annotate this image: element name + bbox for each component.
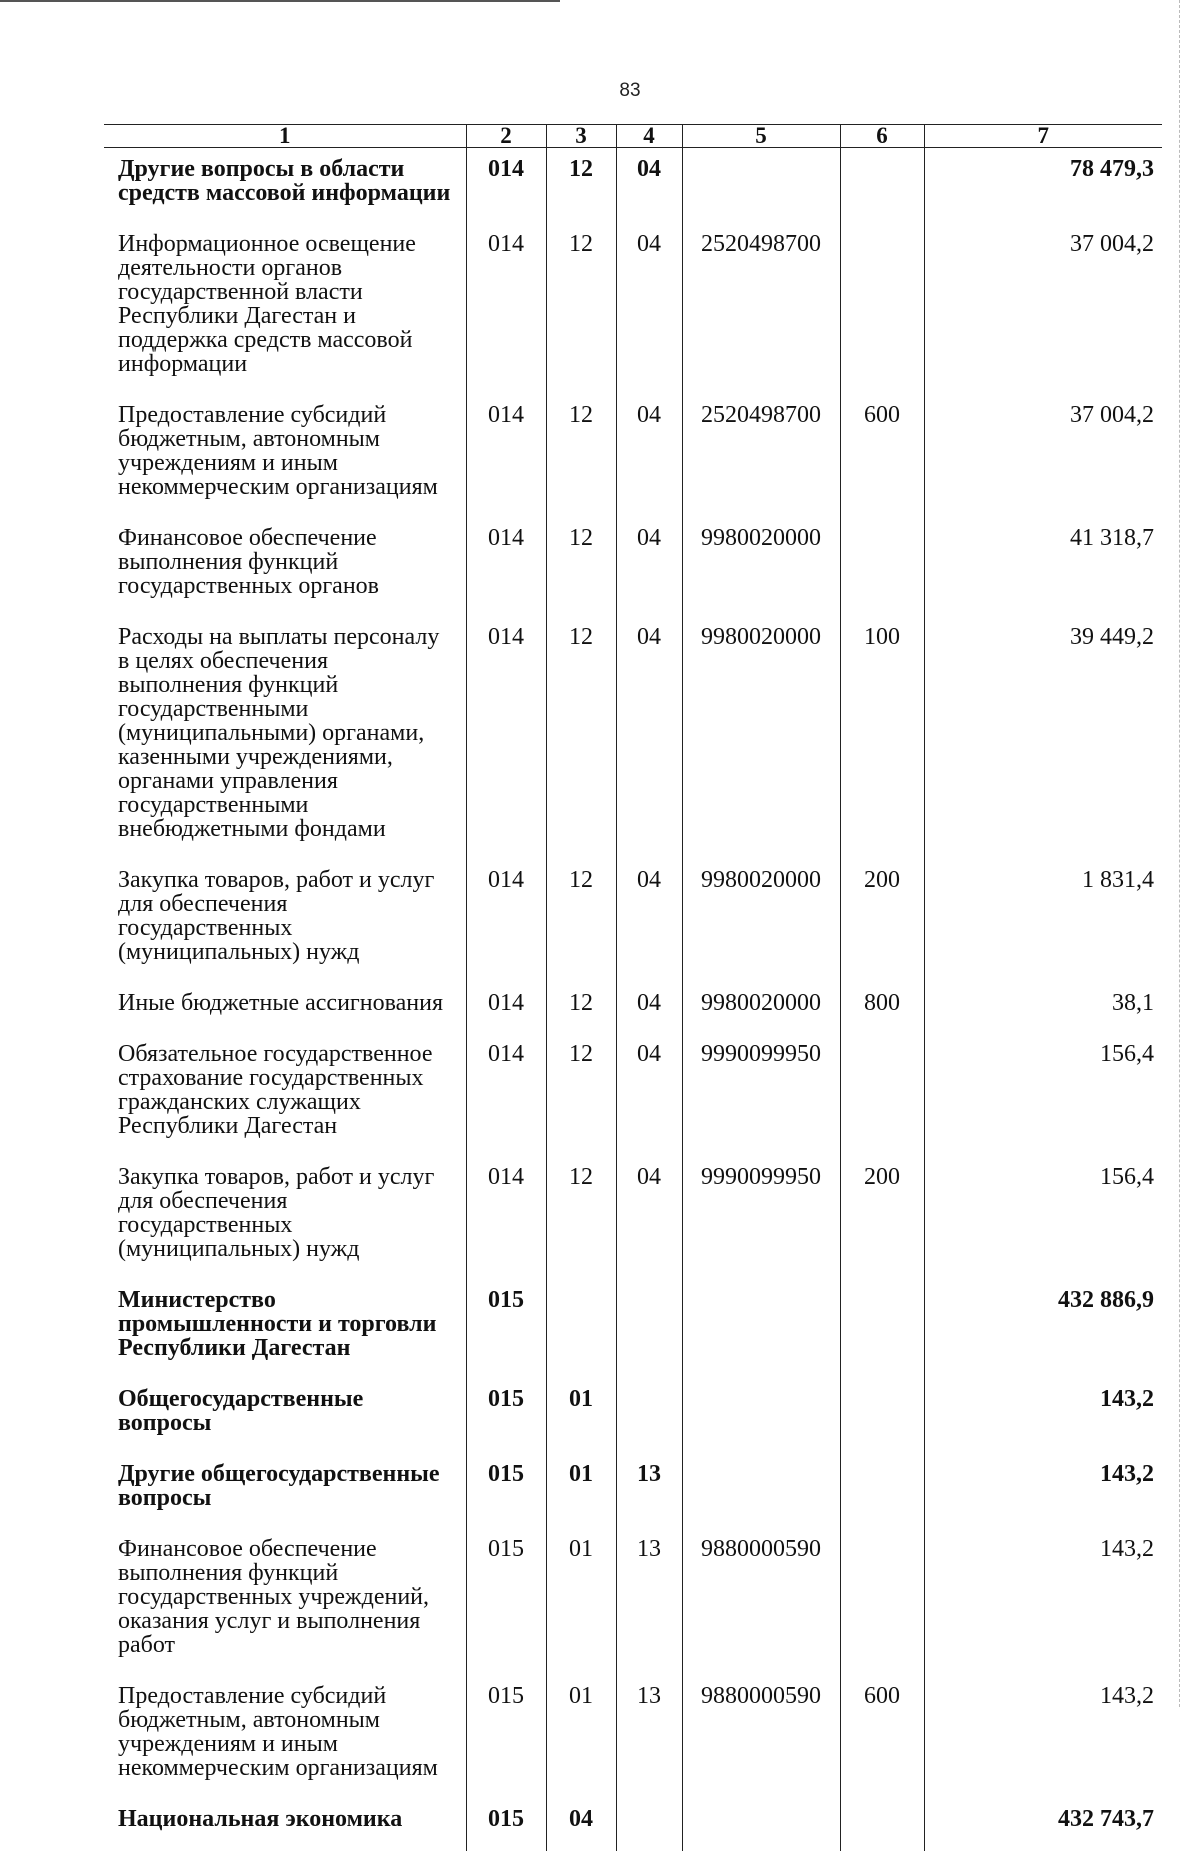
row-name: Предоставление субсидий бюджетным, автономным учреждениям и иным некоммерческим организациям [118, 402, 438, 500]
subsection-code: 04 [616, 984, 682, 1035]
target-article-code [682, 1281, 840, 1380]
table-row [104, 861, 1162, 984]
amount: 78 479,3 [924, 148, 1162, 226]
subsection-code: 04 [616, 148, 682, 226]
column-header: 6 [840, 125, 924, 148]
column-header: 2 [466, 125, 546, 148]
subsection-code: 04 [616, 1158, 682, 1281]
column-header: 3 [546, 125, 616, 148]
target-article-code: 9990099950 [682, 1158, 840, 1281]
table-row [104, 1677, 1162, 1800]
section-code: 12 [546, 1158, 616, 1281]
subsection-code: 04 [616, 396, 682, 519]
row-name: Закупка товаров, работ и услуг для обеспечения государственных (муниципальных) нужд [118, 867, 435, 965]
table-row [104, 1035, 1162, 1158]
expense-type-code: 800 [840, 984, 924, 1035]
row-name: Предоставление субсидий бюджетным, автономным учреждениям и иным некоммерческим организациям [118, 1683, 438, 1781]
row-name: Другие общегосударственные вопросы [118, 1461, 440, 1511]
subsection-code: 04 [616, 519, 682, 618]
section-code: 12 [546, 396, 616, 519]
table-row [104, 618, 1162, 861]
amount: 156,4 [924, 1158, 1162, 1281]
column-header: 1 [104, 125, 466, 148]
subsection-code: 04 [616, 225, 682, 396]
admin-code: 015 [466, 1455, 546, 1530]
column-header: 5 [682, 125, 840, 148]
expense-type-code [840, 148, 924, 226]
section-code: 01 [546, 1455, 616, 1530]
admin-code: 015 [466, 1800, 546, 1851]
table-row [104, 148, 1162, 226]
amount: 432 743,7 [924, 1800, 1162, 1851]
section-code: 12 [546, 1035, 616, 1158]
scan-edge [1178, 0, 1180, 1707]
amount: 38,1 [924, 984, 1162, 1035]
amount: 39 449,2 [924, 618, 1162, 861]
expense-type-code: 100 [840, 618, 924, 861]
expense-type-code [840, 1281, 924, 1380]
amount: 156,4 [924, 1035, 1162, 1158]
subsection-code: 04 [616, 1035, 682, 1158]
table-row [104, 984, 1162, 1035]
expense-type-code [840, 1380, 924, 1455]
table-row [104, 1380, 1162, 1455]
subsection-code [616, 1800, 682, 1851]
table-header-row [104, 125, 1162, 148]
amount: 37 004,2 [924, 396, 1162, 519]
row-name: Иные бюджетные ассигнования [118, 990, 443, 1016]
target-article-code: 9880000590 [682, 1530, 840, 1677]
amount: 143,2 [924, 1530, 1162, 1677]
expense-type-code: 200 [840, 861, 924, 984]
table-row [104, 396, 1162, 519]
column-header: 4 [616, 125, 682, 148]
section-code: 01 [546, 1677, 616, 1800]
section-code: 12 [546, 225, 616, 396]
budget-table [104, 124, 1162, 1851]
row-name: Финансовое обеспечение выполнения функций государственных учреждений, оказания услуг и выполнения работ [118, 1536, 430, 1658]
subsection-code: 13 [616, 1530, 682, 1677]
row-name: Обязательное государственное страхование государственных гражданских служащих Республики Дагестан [118, 1041, 433, 1139]
subsection-code: 04 [616, 861, 682, 984]
expense-type-code [840, 1035, 924, 1158]
admin-code: 015 [466, 1281, 546, 1380]
admin-code: 014 [466, 519, 546, 618]
column-header: 7 [924, 125, 1162, 148]
amount: 143,2 [924, 1455, 1162, 1530]
expense-type-code: 200 [840, 1158, 924, 1281]
section-code [546, 1281, 616, 1380]
target-article-code: 9990099950 [682, 1035, 840, 1158]
admin-code: 015 [466, 1380, 546, 1455]
amount: 143,2 [924, 1380, 1162, 1455]
target-article-code: 9980020000 [682, 984, 840, 1035]
amount: 432 886,9 [924, 1281, 1162, 1380]
section-code: 12 [546, 984, 616, 1035]
subsection-code [616, 1380, 682, 1455]
expense-type-code [840, 1530, 924, 1677]
admin-code: 014 [466, 396, 546, 519]
target-article-code: 9880000590 [682, 1677, 840, 1800]
target-article-code: 9980020000 [682, 618, 840, 861]
target-article-code: 2520498700 [682, 225, 840, 396]
amount: 41 318,7 [924, 519, 1162, 618]
subsection-code: 13 [616, 1677, 682, 1800]
subsection-code: 13 [616, 1455, 682, 1530]
section-code: 01 [546, 1380, 616, 1455]
expense-type-code [840, 1455, 924, 1530]
row-name: Общегосударственные вопросы [118, 1386, 364, 1436]
table-row [104, 1158, 1162, 1281]
admin-code: 014 [466, 618, 546, 861]
page-number: 83 [619, 80, 641, 101]
table-row [104, 1800, 1162, 1851]
section-code: 12 [546, 618, 616, 861]
target-article-code [682, 1800, 840, 1851]
admin-code: 014 [466, 225, 546, 396]
table-row [104, 225, 1162, 396]
expense-type-code [840, 1800, 924, 1851]
table-row [104, 519, 1162, 618]
admin-code: 015 [466, 1530, 546, 1677]
target-article-code [682, 1455, 840, 1530]
target-article-code: 9980020000 [682, 861, 840, 984]
subsection-code [616, 1281, 682, 1380]
target-article-code [682, 148, 840, 226]
admin-code: 014 [466, 1035, 546, 1158]
admin-code: 014 [466, 148, 546, 226]
subsection-code: 04 [616, 618, 682, 861]
row-name: Министерство промышленности и торговли Республики Дагестан [118, 1287, 437, 1361]
row-name: Другие вопросы в области средств массовой информации [118, 156, 451, 206]
section-code: 12 [546, 861, 616, 984]
section-code: 12 [546, 148, 616, 226]
expense-type-code: 600 [840, 396, 924, 519]
target-article-code: 2520498700 [682, 396, 840, 519]
row-name: Национальная экономика [118, 1806, 403, 1832]
admin-code: 014 [466, 984, 546, 1035]
amount: 143,2 [924, 1677, 1162, 1800]
section-code: 12 [546, 519, 616, 618]
row-name: Информационное освещение деятельности органов государственной власти Республики Дагестан и поддержка средств массовой информации [118, 231, 416, 377]
row-name: Расходы на выплаты персоналу в целях обеспечения выполнения функций государственными (муниципальными) органами, казенными учреждениями, органами управления государственными внебюджетными фондами [118, 624, 440, 842]
table-row [104, 1281, 1162, 1380]
expense-type-code: 600 [840, 1677, 924, 1800]
expense-type-code [840, 519, 924, 618]
expense-type-code [840, 225, 924, 396]
amount: 1 831,4 [924, 861, 1162, 984]
amount: 37 004,2 [924, 225, 1162, 396]
admin-code: 014 [466, 861, 546, 984]
table-row [104, 1530, 1162, 1677]
section-code: 04 [546, 1800, 616, 1851]
row-name: Закупка товаров, работ и услуг для обеспечения государственных (муниципальных) нужд [118, 1164, 435, 1262]
scan-edge [0, 0, 560, 2]
target-article-code [682, 1380, 840, 1455]
admin-code: 014 [466, 1158, 546, 1281]
admin-code: 015 [466, 1677, 546, 1800]
table-row [104, 1455, 1162, 1530]
row-name: Финансовое обеспечение выполнения функций государственных органов [118, 525, 379, 599]
section-code: 01 [546, 1530, 616, 1677]
target-article-code: 9980020000 [682, 519, 840, 618]
